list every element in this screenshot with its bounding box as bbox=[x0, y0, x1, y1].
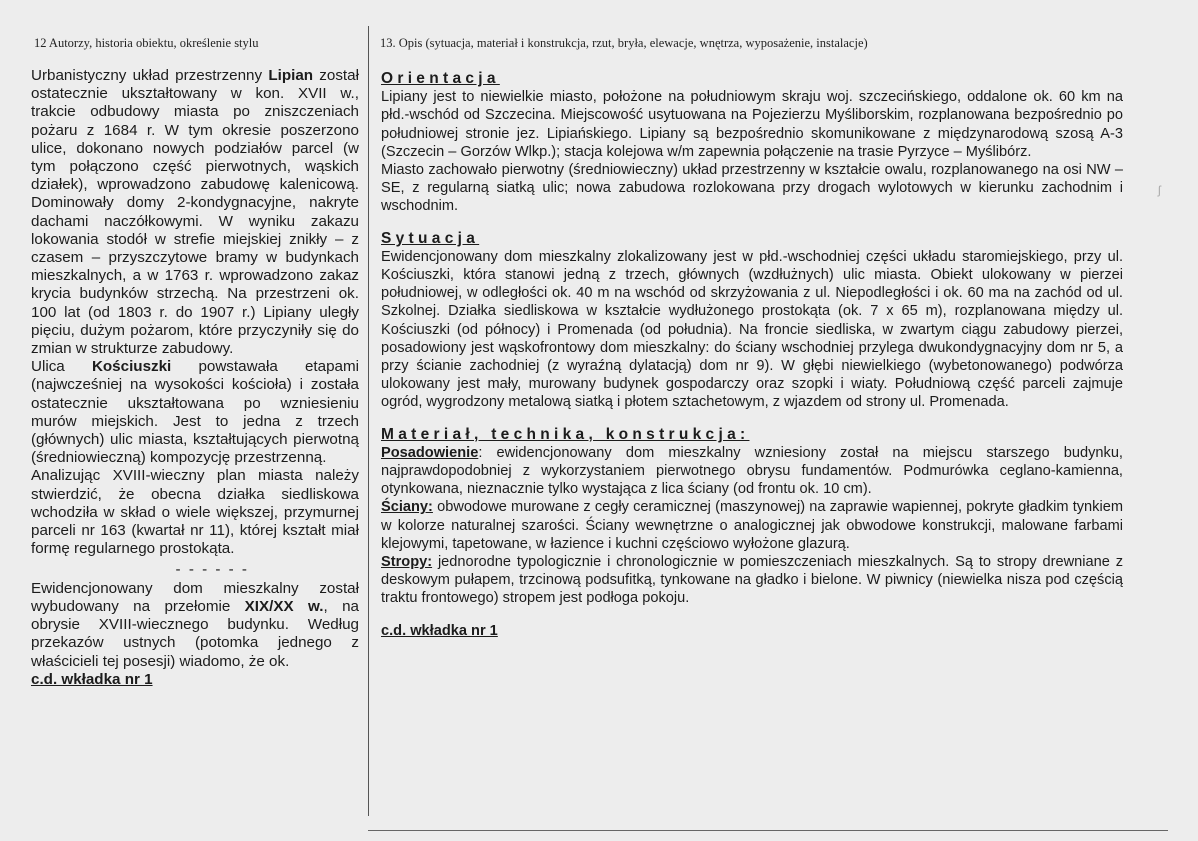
left-column bbox=[31, 67, 359, 689]
sciany-paragraph bbox=[381, 498, 1123, 553]
separator-dashes: - - - - - - bbox=[175, 561, 249, 579]
section-heading-orientacja: Orientacja bbox=[381, 70, 500, 87]
continued-note: c.d. wkładka nr 1 bbox=[381, 622, 498, 639]
stropy-label: Stropy: bbox=[381, 554, 433, 571]
continued-note: c.d. wkładka nr 1 bbox=[31, 670, 153, 688]
orientacja-paragraph-1: Lipiany jest to niewielkie miasto, położone na południowym skraju woj. szczecińskiego, oddalone ok. 60 km na płd.-wschód od Szczecina. Miejscowość usytuowana na Pojezierzu Myśliborskim, rozplanowana bezpośrednio po południowej stronie jez. Lipiańskiego. Lipiany są bezpośrednio skomunikowane z międzynarodową szosą A-3 (Szczecin – Gorzów Wlkp.); stacja kolejowa w/m zapewnia połączenie na trasie Pyrzyce – Myślibórz. bbox=[381, 89, 1123, 160]
text: Ulica bbox=[31, 358, 92, 376]
spacer bbox=[381, 216, 1123, 230]
history-paragraph-2 bbox=[31, 358, 359, 467]
sytuacja-paragraph: Ewidencjonowany dom mieszkalny zlokalizowany jest w płd.-wschodniej części układu staromiejskiego, przy ul. Kościuszki, która stanowi jedną z trzech, głównych (wzdłużnych) ulic miasta. Obiekt ulokowany w pierzei południowej, w odległości ok. 40 m na wschód od skrzyżowania z ul. Niepodległości i ok. 60 ma na zachód od ul. Szkolnej. Działka siedliskowa w kształcie wydłużonego prostokąta (ok. 7 x 65 m), rozplanowana między ul. Kościuszki (od północy) i Promenada (od południa). Na froncie siedliska, w zwartym ciągu zabudowy pierzei, posadowiony jest wąskofrontowy dom mieszkalny: do ściany wschodniej przylega dwukondygnacyjny dom nr 5, a przy ścianie zachodniej (z wyraźną dylatacją) dom nr 9). W głębi niewielkiego (wybetonowanego) podwórza ulokowany jest mały, murowany budynek gospodarczy oraz szopki i wiaty. Południową część parceli zajmuje ogród, wygrodzony metalową siatką i płotem sztachetowym, z wjazdem od strony ul. Promenada. bbox=[381, 248, 1123, 411]
bold-text: Kościuszki bbox=[91, 358, 172, 376]
bold-text: Lipian bbox=[268, 67, 314, 84]
spacer bbox=[381, 608, 1123, 622]
posadowienie-paragraph bbox=[381, 444, 1123, 499]
bold-text: XIX/XX w. bbox=[244, 597, 324, 615]
text: został ostatecznie ukształtowany w kon. XVII w., trakcie odbudowy miasta po zniszczeniach pożaru z 1684 r. W tym okresie poszerzono ulice, dokonano nowych podziałów parcel (w tym połączono część pierwotnych, wąskich działek), wprowadzono zabudowę kalenicową. Dominowały domy 2-kondygnacyjne, nakryte dachami naczółkowymi. W wyniku zakazu lokowania stodół w strefie miejskiej znikły – z czasem – przyszczytowe bramy w budynkach mieszkalnych, a w 1763 r. wprowadzono zakaz krycia budynków strzechą. Na przestrzeni ok. 100 lat (od 1803 r. do 1907 r.) Lipiany uległy pięciu, dużym pożarom, które przyczyniły się do zmian w strukturze zabudowy. bbox=[31, 67, 359, 358]
history-paragraph-1 bbox=[31, 67, 359, 358]
column-divider bbox=[368, 26, 369, 816]
bottom-rule bbox=[368, 830, 1168, 831]
left-column-header: 12 Autorzy, historia obiektu, określenie stylu bbox=[34, 36, 259, 50]
text: : ewidencjonowany dom mieszkalny wzniesiony został na miejscu starszego budynku, najprawdopodobniej z wykorzystaniem pierwotnego obrysu fundamentów. Podmurówka ceglano-kamienna, otynkowana, nieznacznie tylko wystająca z lica ściany (od frontu ok. 10 cm). bbox=[381, 444, 1123, 498]
section-heading-material: Materiał, technika, konstrukcja: bbox=[381, 425, 750, 443]
text: , na obrysie XVIII-wiecznego budynku. Według przekazów ustnych (potomka jednego z właścicieli tej posesji) wiadomo, że ok. bbox=[31, 597, 359, 670]
history-paragraph-3: Analizując XVIII-wieczny plan miasta należy stwierdzić, że obecna działka siedliskowa wchodziła w skład o wiele większej, przymurnej parceli nr 163 (kwartał nr 11), której kształt miał formę regularnego prostokąta. bbox=[31, 467, 359, 558]
text: obwodowe murowane z cegły ceramicznej (maszynowej) na zaprawie wapiennej, pokryte gładkim tynkiem w kolorze naturalnej szarości. Ściany wewnętrzne o analogicznej jak obwodowe konstrukcji, malowane farbami klejowymi, tapetowane, w łazience i kuchni częściowo wyłożone glazurą. bbox=[381, 499, 1123, 552]
spacer bbox=[381, 412, 1123, 426]
posadowienie-label: Posadowienie bbox=[381, 444, 479, 461]
text: Urbanistyczny układ przestrzenny bbox=[31, 67, 269, 84]
right-column bbox=[381, 70, 1123, 640]
orientacja-paragraph-2: Miasto zachowało pierwotny (średniowieczny) układ przestrzenny w kształcie owalu, rozplanowanego na osi NW – SE, z regularną siatką ulic; nowa zabudowa rozlokowana przy drogach wylotowych w kierunku zachodnim i wschodnim. bbox=[381, 162, 1123, 215]
right-column-header: 13. Opis (sytuacja, materiał i konstrukcja, rzut, bryła, elewacje, wnętrza, wyposażenie, instalacje) bbox=[380, 36, 868, 50]
sciany-label: Ściany: bbox=[381, 499, 433, 516]
text: Ewidencjonowany dom mieszkalny został wybudowany na przełomie bbox=[31, 579, 359, 615]
text: powstawała etapami (najwcześniej na wysokości kościoła) i została ostatecznie ukształtowana po wzniesieniu murów miejskich. Jest to jedna z trzech (głównych) ulic miasta, kształtujących pierwotną (średniowieczną) kompozycję przestrzenną. bbox=[31, 358, 360, 467]
stropy-paragraph bbox=[381, 553, 1123, 608]
section-heading-sytuacja: Sytuacja bbox=[381, 229, 480, 247]
margin-pencil-mark: ʃ bbox=[1158, 183, 1161, 197]
history-paragraph-4 bbox=[31, 580, 359, 671]
text: jednorodne typologicznie i chronologicznie w pomieszczeniach mieszkalnych. Są to stropy drewniane z deskowym pułapem, trzcinową podsufitką, tynkowane na gładko i bielone. W piwnicy (niewielka nisza pod częścią traktu frontowego) stropem jest podłoga pokoju. bbox=[381, 554, 1123, 607]
